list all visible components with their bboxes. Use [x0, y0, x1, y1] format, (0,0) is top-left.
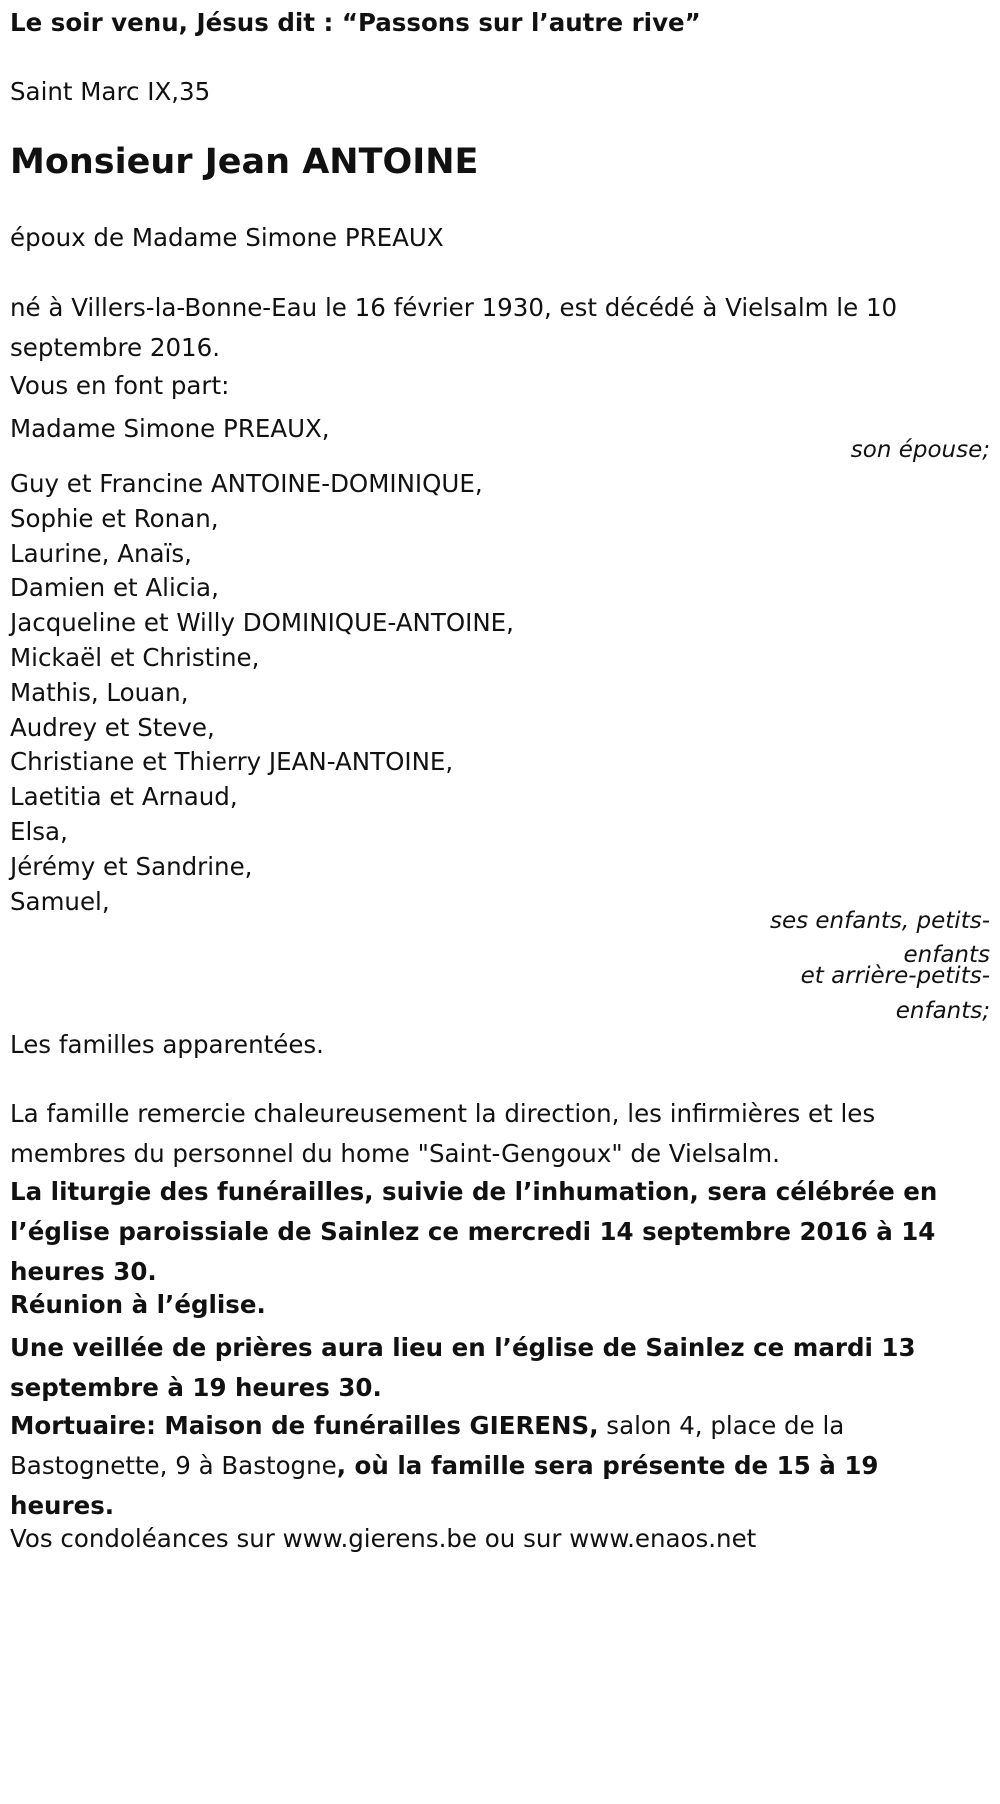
family-member-line: Laurine, Anaïs,	[10, 539, 192, 568]
family-member-line: Audrey et Steve,	[10, 713, 215, 742]
family-member-line: Laetitia et Arnaud,	[10, 782, 238, 811]
family-role-line-4: enfants;	[895, 998, 990, 1024]
deceased-name: Monsieur Jean ANTOINE	[10, 142, 479, 182]
mortuary-paragraph	[10, 1406, 985, 1526]
spouse-role: son épouse;	[850, 437, 990, 463]
meeting-line: Réunion à l’église.	[10, 1290, 266, 1319]
family-member-line: Elsa,	[10, 817, 68, 846]
epigraph-quote: Le soir venu, Jésus dit : “Passons sur l’autre rive”	[10, 8, 701, 37]
life-dates-paragraph: né à Villers-la-Bonne-Eau le 16 février 1930, est décédé à Vielsalm le 10 septembre 2016.	[10, 293, 898, 362]
family-member-line: Christiane et Thierry JEAN-ANTOINE,	[10, 747, 454, 776]
family-member-line: Guy et Francine ANTOINE-DOMINIQUE,	[10, 469, 483, 498]
spouse-line: époux de Madame Simone PREAUX	[10, 223, 444, 252]
vigil-paragraph: Une veillée de prières aura lieu en l’église de Sainlez ce mardi 13 septembre à 19 heures 30.	[10, 1333, 916, 1402]
family-member-line: Mickaël et Christine,	[10, 643, 260, 672]
epigraph-reference: Saint Marc IX,35	[10, 77, 211, 106]
announcement-intro: Vous en font part:	[10, 371, 230, 400]
liturgy-paragraph: La liturgie des funérailles, suivie de l’inhumation, sera célébrée en l’église paroissiale de Sainlez ce mercredi 14 septembre 2016 à 14 heures 30.	[10, 1177, 938, 1286]
condolences-line: Vos condoléances sur www.gierens.be ou sur www.enaos.net	[10, 1524, 757, 1553]
family-member-line: Sophie et Ronan,	[10, 504, 219, 533]
family-member-line: Samuel,	[10, 887, 110, 916]
family-role-line-1: ses enfants, petits-	[769, 908, 990, 934]
mortuary-label: Mortuaire: Maison de funérailles GIERENS,	[10, 1411, 599, 1440]
family-member-line: Jérémy et Sandrine,	[10, 852, 253, 881]
family-role-line-2: enfants	[903, 942, 990, 968]
mortuary-hours: , où la famille sera présente de 15 à 19 heures.	[10, 1451, 879, 1520]
family-member-line: Jacqueline et Willy DOMINIQUE-ANTOINE,	[10, 608, 514, 637]
thanks-paragraph: La famille remercie chaleureusement la direction, les infirmières et les membres du personnel du home "Saint-Gengoux" de Vielsalm.	[10, 1099, 876, 1168]
spouse-name: Madame Simone PREAUX,	[10, 414, 330, 443]
mortuary-address: salon 4, place de la Bastognette, 9 à Bastogne	[10, 1411, 845, 1480]
family-role-line-3: et arrière-petits-	[800, 963, 990, 989]
family-member-line: Mathis, Louan,	[10, 678, 189, 707]
relatives-line: Les familles apparentées.	[10, 1030, 324, 1059]
family-member-line: Damien et Alicia,	[10, 573, 219, 602]
